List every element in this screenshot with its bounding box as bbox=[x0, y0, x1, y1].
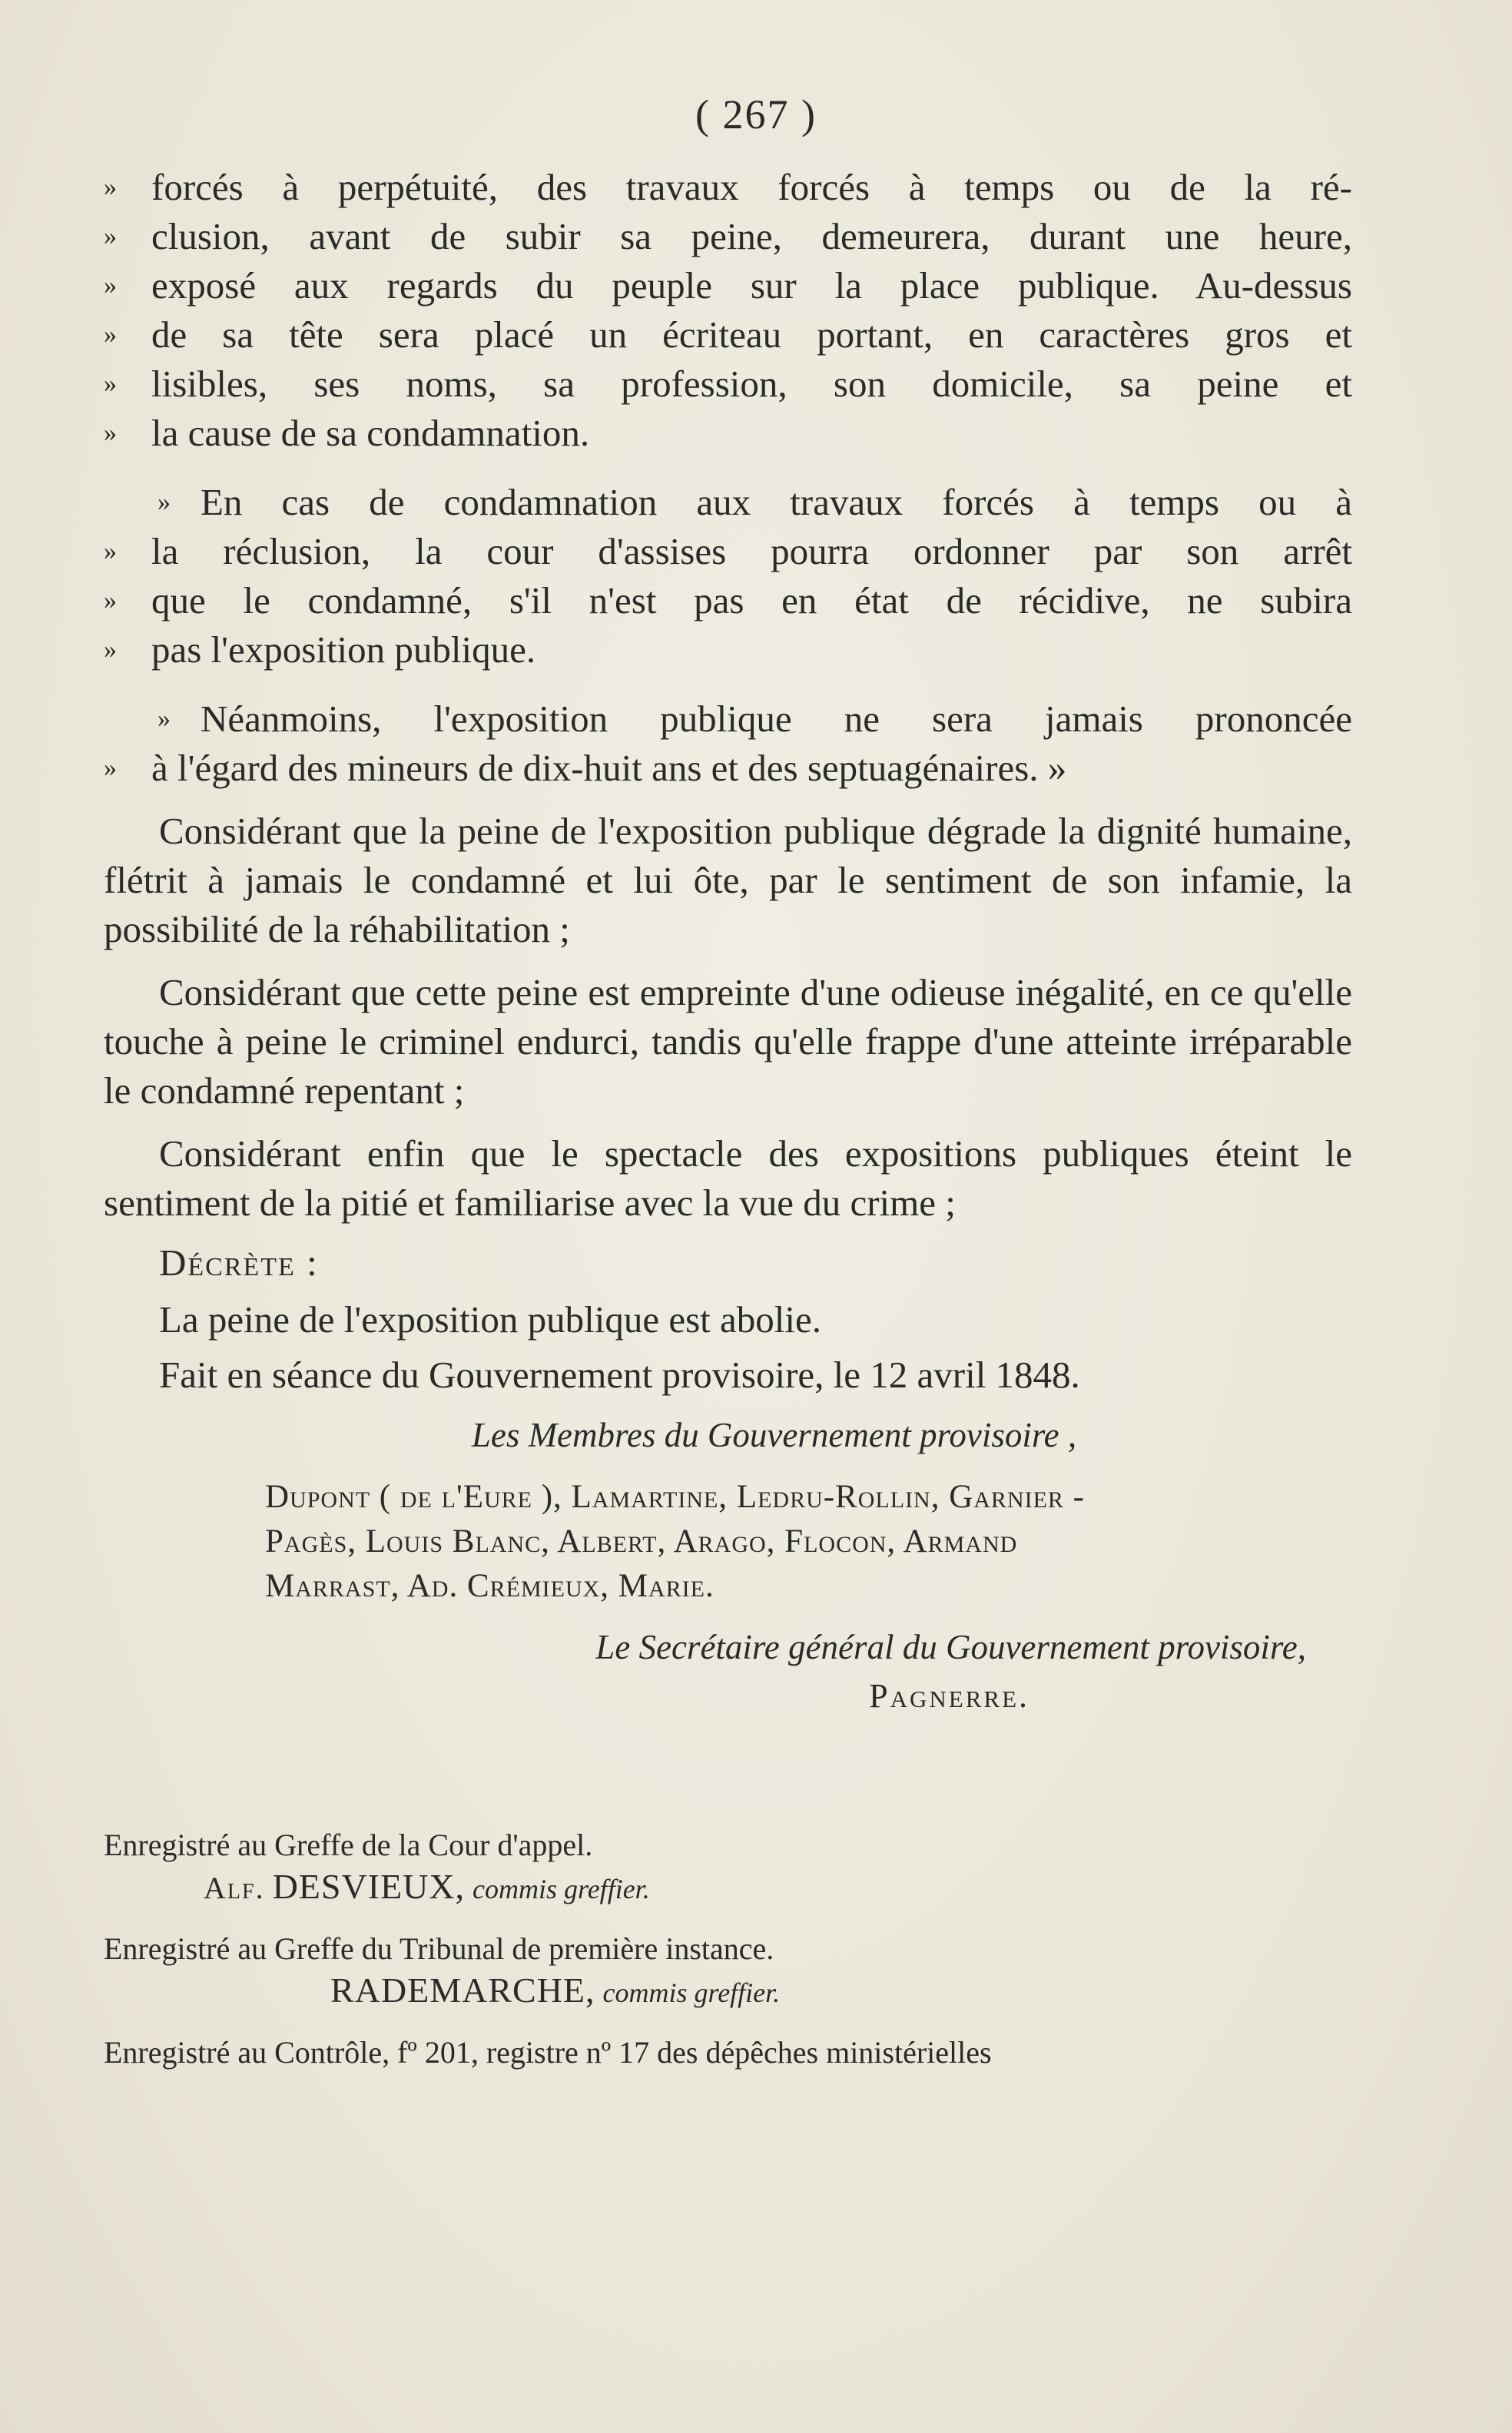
quote-line: » forcés à perpétuité, des travaux forcés à temps ou de la ré- bbox=[104, 163, 1352, 212]
quote-mark: » bbox=[104, 419, 117, 447]
quote-mark: » bbox=[104, 271, 117, 300]
members-line: Dupont ( de l'Eure ), Lamartine, Ledru-Rollin, Garnier - bbox=[265, 1479, 1085, 1515]
considerant-paragraph-3: Considérant enfin que le spectacle des expositions publiques éteint le sentiment de la pitié et familiarise avec la vue du crime ; bbox=[104, 1132, 1352, 1224]
article-text: La peine de l'exposition publique est abolie. bbox=[159, 1298, 822, 1341]
quote-mark: » bbox=[104, 222, 117, 250]
quote-line: » que le condamné, s'il n'est pas en état de récidive, ne subira bbox=[104, 576, 1352, 625]
members-line: Pagès, Louis Blanc, Albert, Arago, Flocon, Armand bbox=[265, 1523, 1018, 1560]
signature-name: DESVIEUX, bbox=[272, 1867, 466, 1906]
quote-mark: » bbox=[104, 635, 117, 664]
secretary-title: Le Secrétaire général du Gouvernement provisoire, bbox=[595, 1628, 1306, 1666]
registration-line-3: Enregistré au Contrôle, fº 201, registre nº 17 des dépêches ministérielles bbox=[104, 2035, 992, 2070]
signature-role: commis greffier. bbox=[472, 1874, 650, 1904]
signature-role: commis greffier. bbox=[602, 1977, 781, 2008]
signature-prefix: Alf. bbox=[204, 1871, 265, 1905]
quote-mark: » bbox=[104, 537, 117, 565]
quote-line: » à l'égard des mineurs de dix-huit ans et des septuagénaires. » bbox=[104, 744, 1352, 793]
quote-line: » exposé aux regards du peuple sur la place publique. Au-dessus bbox=[104, 261, 1352, 310]
quote-line: » la cause de sa condamnation. bbox=[104, 409, 1352, 458]
quote-block-1 bbox=[104, 163, 1352, 458]
quote-line: » En cas de condamnation aux travaux forcés à temps ou à bbox=[104, 478, 1352, 527]
registration-line-1: Enregistré au Greffe de la Cour d'appel. bbox=[104, 1828, 593, 1862]
quote-mark: » bbox=[104, 370, 117, 398]
quote-block-3 bbox=[104, 694, 1352, 793]
signature-1 bbox=[104, 1866, 1348, 1910]
decree-body bbox=[104, 163, 1352, 1721]
quote-line: » lisibles, ses noms, sa profession, son domicile, sa peine et bbox=[104, 360, 1352, 409]
registration-line-2: Enregistré au Greffe du Tribunal de première instance. bbox=[104, 1931, 774, 1966]
members-names bbox=[104, 1475, 1352, 1609]
quote-mark: » bbox=[104, 754, 117, 782]
considerant-paragraph-1: Considérant que la peine de l'exposition publique dégrade la dignité humaine, flétrit à jamais le condamné et lui ôte, par le sentiment de son infamie, la possibilité de la réhabilitation ; bbox=[104, 810, 1352, 950]
signature-2 bbox=[104, 1970, 1348, 2014]
considerant-paragraph-2: Considérant que cette peine est empreinte d'une odieuse inégalité, en ce qu'elle touche à peine le criminel endurci, tandis qu'elle frappe d'une atteinte irréparable le condamné repentant ; bbox=[104, 971, 1352, 1112]
quote-mark: » bbox=[104, 586, 117, 615]
quote-line: » pas l'exposition publique. bbox=[104, 625, 1352, 675]
quote-block-2 bbox=[104, 478, 1352, 675]
quote-mark: » bbox=[104, 320, 117, 349]
fait-en-seance: Fait en séance du Gouvernement provisoire, le 12 avril 1848. bbox=[159, 1354, 1080, 1396]
quote-line: » la réclusion, la cour d'assises pourra ordonner par son arrêt bbox=[104, 527, 1352, 576]
quote-mark: » bbox=[104, 173, 117, 201]
registration-block bbox=[104, 1825, 1348, 2073]
members-title: Les Membres du Gouvernement provisoire , bbox=[471, 1416, 1077, 1454]
quote-line: » Néanmoins, l'exposition publique ne sera jamais prononcée bbox=[104, 694, 1352, 744]
quote-mark: » bbox=[158, 488, 171, 516]
signature-name: RADEMARCHE, bbox=[330, 1971, 595, 2010]
members-line: Marrast, Ad. Crémieux, Marie. bbox=[265, 1568, 715, 1604]
decrete-heading: Décrète : bbox=[159, 1241, 319, 1284]
quote-line: » de sa tête sera placé un écriteau portant, en caractères gros et bbox=[104, 310, 1352, 360]
quote-mark: » bbox=[158, 704, 171, 733]
secretary-name: Pagnerre. bbox=[869, 1677, 1030, 1715]
page-number: ( 267 ) bbox=[695, 91, 817, 138]
quote-line: » clusion, avant de subir sa peine, demeurera, durant une heure, bbox=[104, 212, 1352, 261]
